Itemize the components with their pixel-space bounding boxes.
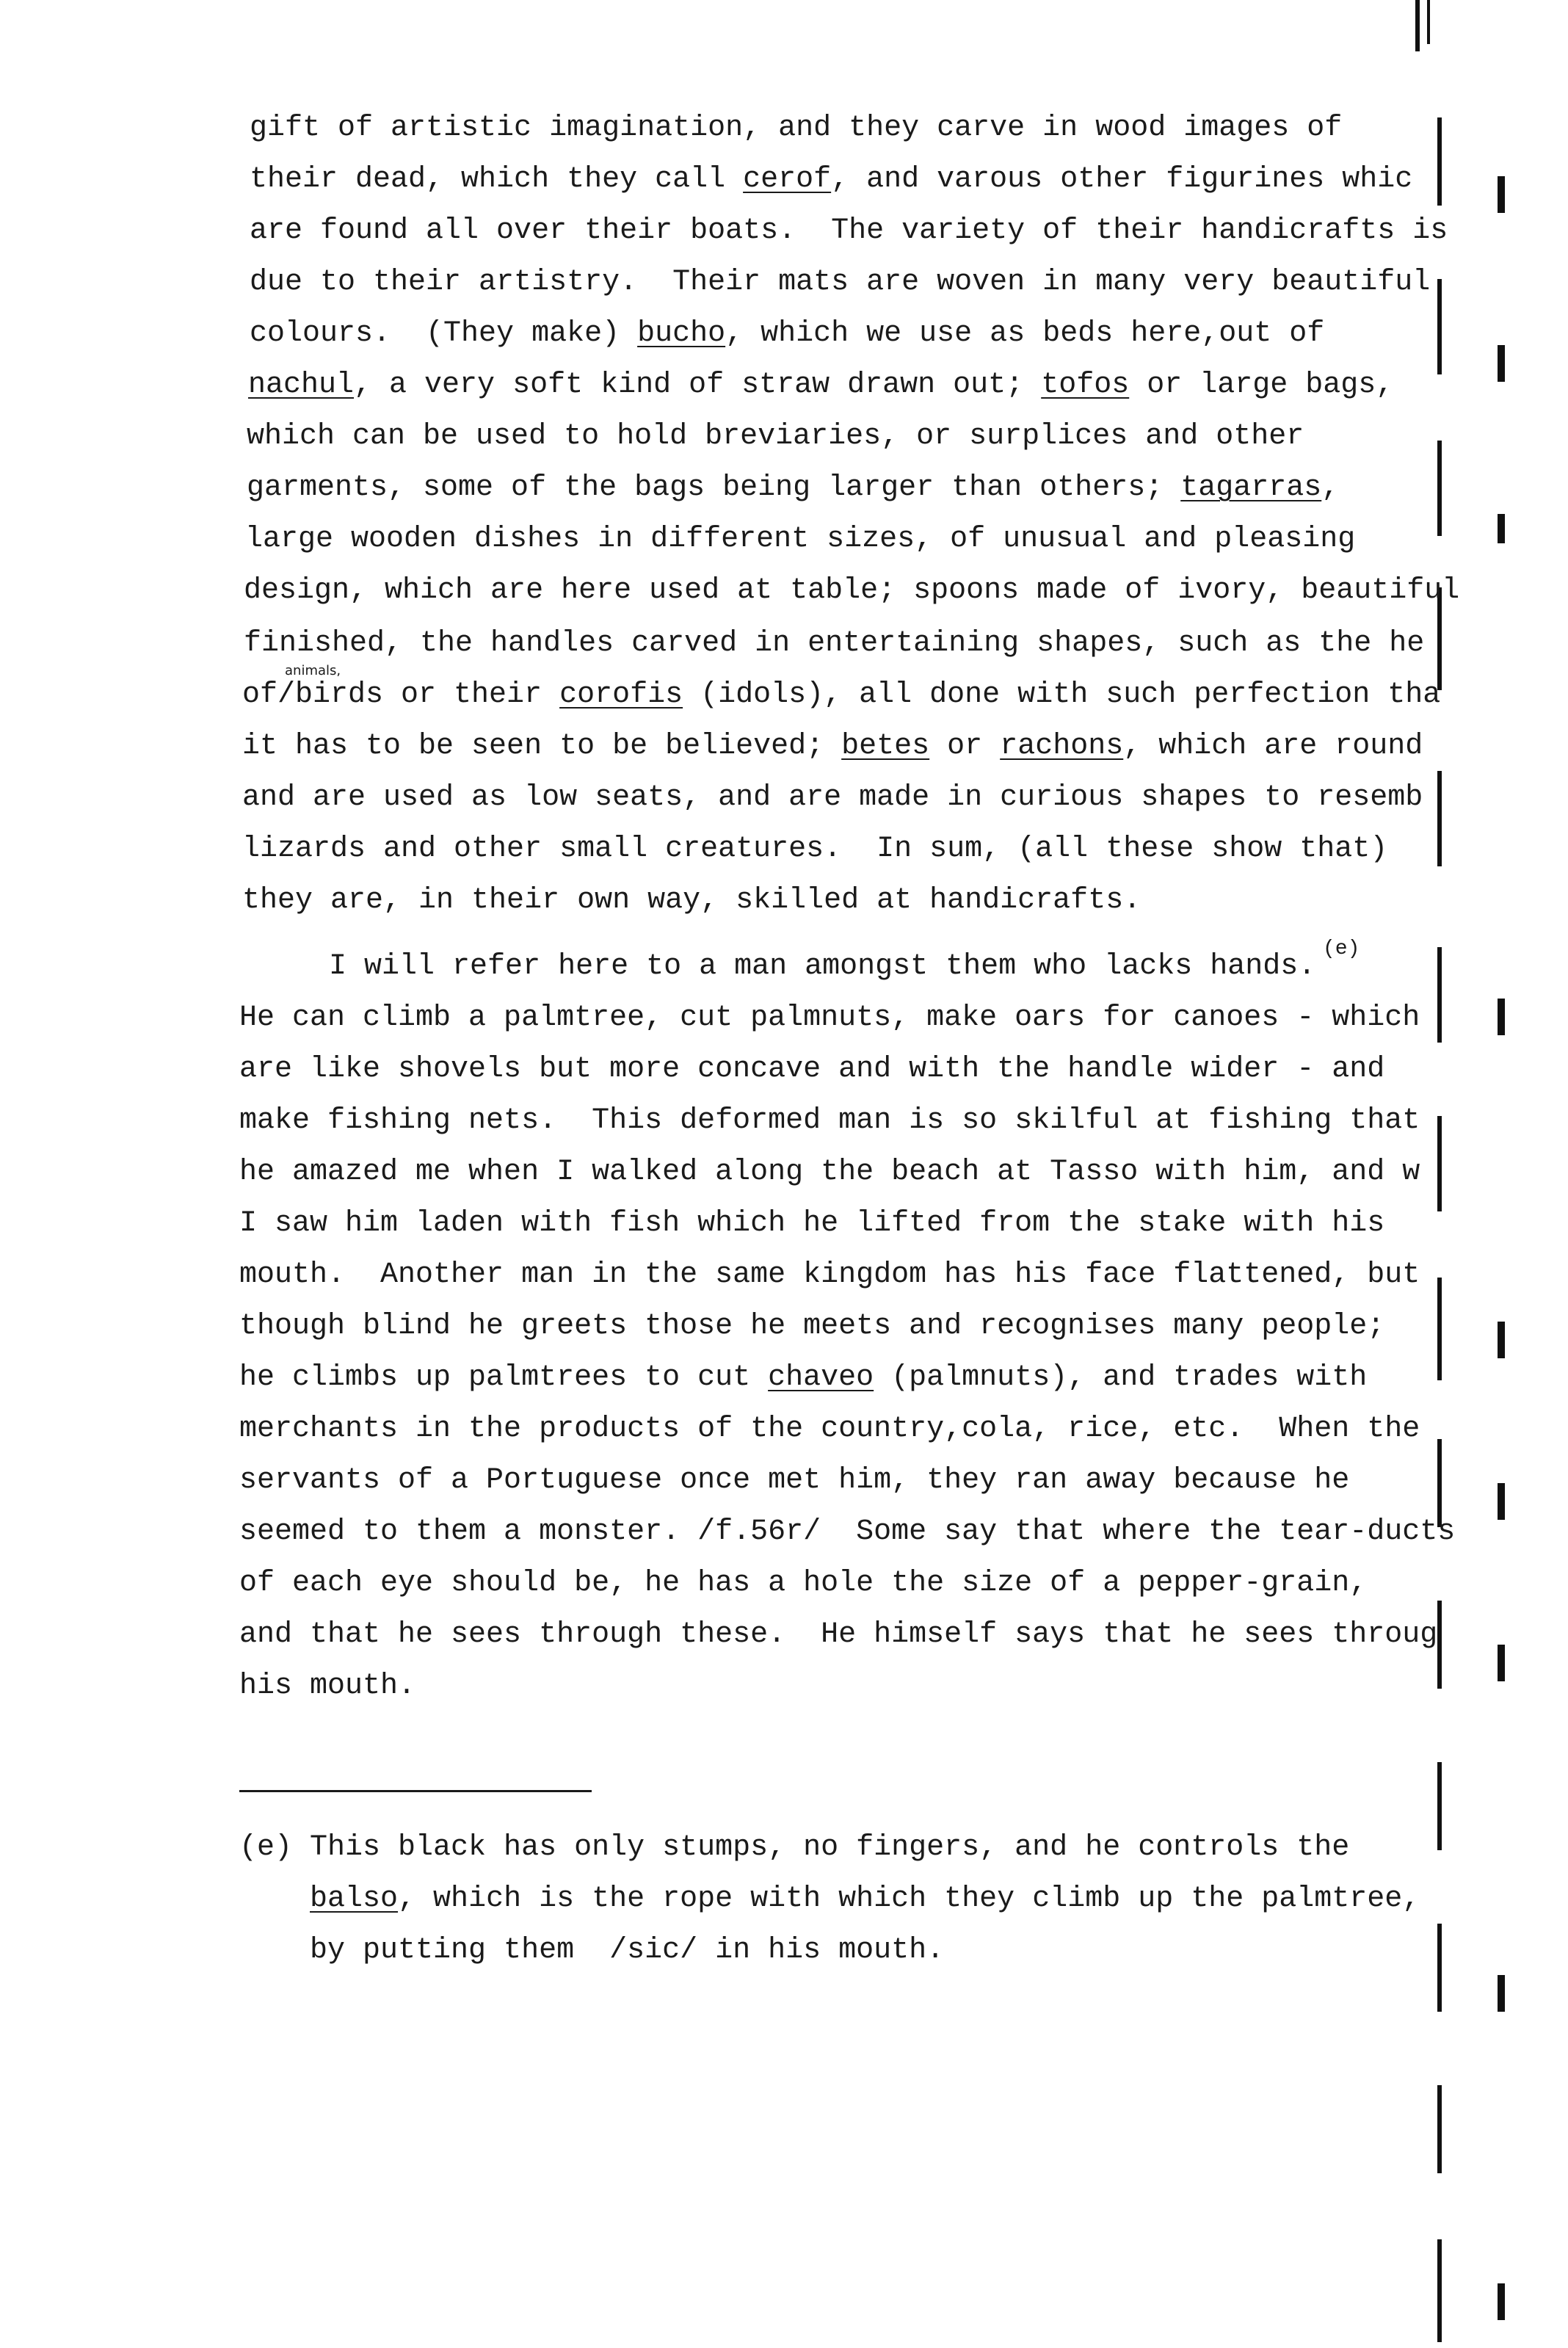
text-line bbox=[239, 1411, 1420, 1452]
margin-mark bbox=[1498, 999, 1505, 1035]
margin-mark bbox=[1498, 176, 1505, 213]
text-segment: his mouth. bbox=[239, 1670, 416, 1703]
margin-mark bbox=[1498, 1483, 1505, 1520]
margin-mark bbox=[1437, 1116, 1442, 1211]
text-segment: (e) This black has only stumps, no fingers, and he controls the bbox=[239, 1831, 1350, 1864]
underlined-term: chaveo bbox=[768, 1361, 874, 1394]
text-segment: lizards and other small creatures. In sum, (all these show that) bbox=[242, 833, 1388, 866]
text-segment: , which are round bbox=[1123, 730, 1423, 763]
text-segment: large wooden dishes in different sizes, of unusual and pleasing bbox=[245, 523, 1356, 556]
text-segment: (idols), all done with such perfection tha bbox=[683, 678, 1441, 711]
text-segment: He can climb a palmtree, cut palmnuts, make oars for canoes - which bbox=[239, 1001, 1420, 1035]
text-line bbox=[247, 418, 1304, 460]
text-segment: colours. (They make) bbox=[250, 317, 638, 350]
margin-mark bbox=[1498, 2283, 1505, 2320]
margin-mark bbox=[1437, 279, 1442, 374]
text-line bbox=[242, 831, 1387, 872]
margin-mark bbox=[1437, 2239, 1442, 2342]
text-segment: , bbox=[1321, 471, 1340, 504]
text-line bbox=[239, 1154, 1420, 1195]
text-segment: due to their artistry. Their mats are woven in many very beautiful bbox=[250, 266, 1431, 299]
text-segment: by putting them /sic/ in his mouth. bbox=[239, 1934, 945, 1967]
margin-mark bbox=[1415, 0, 1420, 51]
text-segment: or bbox=[929, 730, 1001, 763]
margin-mark bbox=[1498, 514, 1505, 543]
text-line bbox=[242, 883, 1141, 924]
text-line bbox=[250, 162, 1412, 203]
text-segment: of each eye should be, he has a hole the size of a pepper-grain, bbox=[239, 1567, 1368, 1600]
text-segment: and that he sees through these. He himself says that he sees throug bbox=[239, 1618, 1438, 1651]
margin-mark bbox=[1437, 1278, 1442, 1380]
text-line bbox=[247, 470, 1339, 511]
text-segment: are like shovels but more concave and with the handle wider - and bbox=[239, 1053, 1385, 1086]
text-segment: I saw him laden with fish which he lifted from the stake with his bbox=[239, 1207, 1385, 1240]
margin-mark bbox=[1437, 771, 1442, 866]
text-line bbox=[239, 1308, 1384, 1349]
interlinear-insertion: animals, bbox=[285, 663, 341, 678]
text-line bbox=[242, 677, 1440, 718]
text-segment: they are, in their own way, skilled at handicrafts. bbox=[242, 884, 1141, 917]
text-segment: and are used as low seats, and are made in curious shapes to resemb bbox=[242, 781, 1423, 814]
text-line bbox=[239, 1565, 1367, 1606]
text-line bbox=[250, 316, 1324, 357]
text-segment: he amazed me when I walked along the beach at Tasso with him, and w bbox=[239, 1156, 1420, 1189]
text-line bbox=[239, 1257, 1420, 1298]
footnote-line bbox=[239, 1932, 944, 1974]
margin-mark bbox=[1437, 1601, 1442, 1689]
margin-mark bbox=[1437, 1762, 1442, 1850]
text-line bbox=[239, 1103, 1420, 1144]
text-line bbox=[239, 1668, 415, 1709]
text-segment: he climbs up palmtrees to cut bbox=[239, 1361, 769, 1394]
text-segment: servants of a Portuguese once met him, they ran away because he bbox=[239, 1464, 1350, 1497]
text-segment: , a very soft kind of straw drawn out; bbox=[354, 369, 1042, 402]
text-segment: (palmnuts), and trades with bbox=[874, 1361, 1368, 1394]
text-segment bbox=[239, 1883, 310, 1916]
footnote-separator bbox=[239, 1790, 592, 1792]
text-segment: or large bags, bbox=[1129, 369, 1394, 402]
footnote-reference: (e) bbox=[1323, 938, 1360, 960]
text-line bbox=[239, 1617, 1437, 1658]
margin-mark bbox=[1437, 1924, 1442, 2012]
underlined-term: tofos bbox=[1041, 369, 1130, 402]
margin-mark bbox=[1437, 441, 1442, 536]
margin-mark bbox=[1427, 0, 1430, 44]
text-line bbox=[250, 213, 1448, 254]
text-line bbox=[248, 367, 1393, 408]
text-line bbox=[242, 780, 1423, 821]
underlined-term: corofis bbox=[559, 678, 683, 711]
text-line bbox=[239, 1000, 1420, 1041]
text-segment: garments, some of the bags being larger than others; bbox=[247, 471, 1181, 504]
underlined-term: betes bbox=[841, 730, 930, 763]
text-segment: of/birds or their bbox=[242, 678, 560, 711]
text-segment: merchants in the products of the country,cola, rice, etc. When the bbox=[239, 1413, 1420, 1446]
underlined-term: bucho bbox=[637, 317, 726, 350]
text-segment: , and varous other figurines whic bbox=[831, 163, 1413, 196]
text-line bbox=[244, 626, 1424, 667]
text-segment: are found all over their boats. The variety of their handicrafts is bbox=[250, 214, 1448, 247]
text-line bbox=[250, 264, 1430, 305]
text-segment: which can be used to hold breviaries, or surplices and other bbox=[247, 420, 1304, 453]
footnote-line bbox=[239, 1830, 1349, 1871]
text-line bbox=[244, 573, 1459, 614]
underlined-term: tagarras bbox=[1180, 471, 1322, 504]
text-segment: it has to be seen to be believed; bbox=[242, 730, 842, 763]
text-line bbox=[241, 949, 1315, 990]
text-segment: seemed to them a monster. /f.56r/ Some say that where the tear-ducts bbox=[239, 1515, 1456, 1548]
text-line bbox=[239, 1206, 1384, 1247]
underlined-term: balso bbox=[310, 1883, 399, 1916]
text-line bbox=[239, 1051, 1384, 1093]
text-segment: gift of artistic imagination, and they carve in wood images of bbox=[250, 112, 1343, 145]
text-line bbox=[250, 110, 1342, 151]
margin-mark bbox=[1437, 2085, 1442, 2173]
text-segment: their dead, which they call bbox=[250, 163, 744, 196]
text-segment: I will refer here to a man amongst them who lacks hands. bbox=[241, 950, 1316, 983]
text-segment: mouth. Another man in the same kingdom has his face flattened, but bbox=[239, 1258, 1420, 1291]
underlined-term: rachons bbox=[1000, 730, 1124, 763]
text-line bbox=[245, 521, 1355, 562]
text-line bbox=[239, 1514, 1455, 1555]
underlined-term: nachul bbox=[248, 369, 355, 402]
text-segment: though blind he greets those he meets and recognises many people; bbox=[239, 1310, 1385, 1343]
text-segment: , which we use as beds here,out of bbox=[725, 317, 1325, 350]
margin-mark bbox=[1437, 117, 1442, 206]
margin-mark bbox=[1498, 345, 1505, 382]
footnote-line bbox=[239, 1881, 1420, 1922]
text-segment: make fishing nets. This deformed man is so skilful at fishing that bbox=[239, 1104, 1420, 1137]
text-line bbox=[242, 728, 1423, 769]
text-segment: , which is the rope with which they climb up the palmtree, bbox=[398, 1883, 1420, 1916]
margin-mark bbox=[1498, 1322, 1505, 1358]
text-segment: finished, the handles carved in entertaining shapes, such as the he bbox=[244, 627, 1425, 660]
margin-mark bbox=[1437, 947, 1442, 1043]
text-line bbox=[239, 1360, 1367, 1401]
text-line bbox=[239, 1463, 1349, 1504]
margin-mark bbox=[1498, 1975, 1505, 2012]
underlined-term: cerof bbox=[743, 163, 832, 196]
text-segment: design, which are here used at table; spoons made of ivory, beautiful bbox=[244, 574, 1460, 607]
margin-mark bbox=[1498, 1645, 1505, 1681]
